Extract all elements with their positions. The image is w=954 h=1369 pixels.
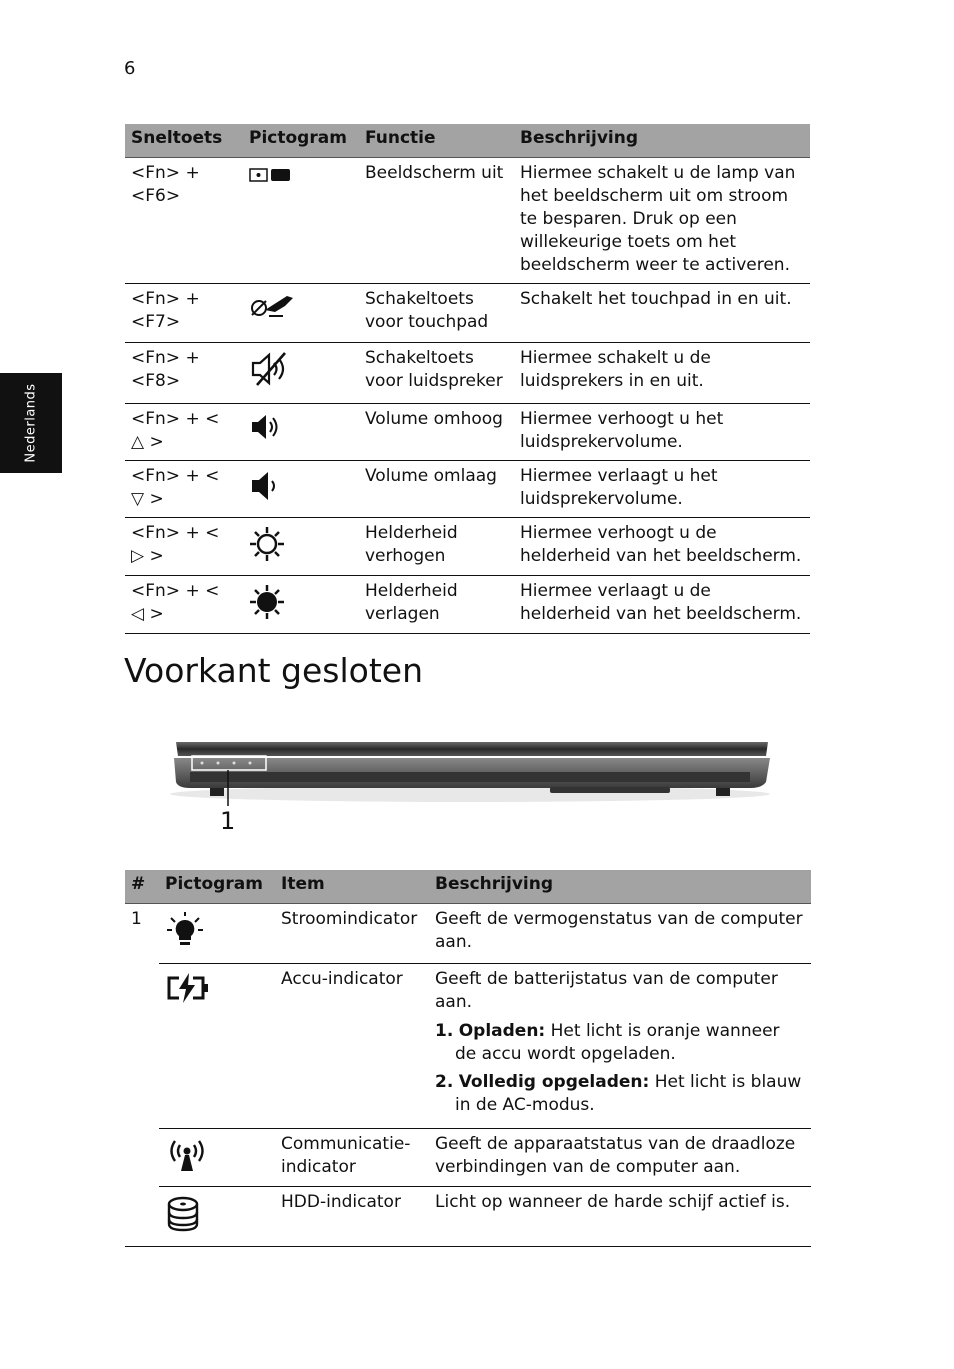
side-tab-label: Nederlands	[23, 383, 39, 463]
volume-down-icon	[249, 469, 281, 510]
item-cell: Communicatie-indicator	[275, 1129, 429, 1187]
description-text: Geeft de batterijstatus van de computer aan.	[435, 969, 778, 1012]
list-item-number: 2.	[435, 1072, 454, 1092]
status-list	[435, 1020, 805, 1117]
section-title: Voorkant gesloten	[124, 651, 424, 690]
hotkey-cell: <Fn> + < ◁ >	[125, 576, 243, 634]
indicators-table	[125, 870, 811, 1247]
description-cell: Hiermee verlaagt u het luidsprekervolume.	[514, 461, 810, 518]
icon-cell	[159, 964, 275, 1129]
hotkey-cell: <Fn> + < △ >	[125, 404, 243, 461]
description-cell: Geeft de apparaatstatus van de draadloze verbindingen van de computer aan.	[429, 1129, 811, 1187]
item-cell: Stroomindicator	[275, 904, 429, 964]
description-cell	[429, 964, 811, 1129]
list-item	[435, 1020, 805, 1066]
column-header: Sneltoets	[125, 124, 243, 158]
icon-cell	[243, 461, 359, 518]
table-row	[125, 518, 810, 576]
description-cell: Hiermee schakelt u de lamp van het beeldscherm uit om stroom te besparen. Druk op een willekeurige toets om het beeldscherm weer te activeren.	[514, 158, 810, 284]
description-cell: Licht op wanneer de harde schijf actief is.	[429, 1187, 811, 1247]
callout-label: 1	[220, 807, 236, 835]
language-side-tab	[0, 373, 62, 473]
table-row	[125, 158, 810, 284]
list-item-term: Volledig opgeladen:	[458, 1072, 650, 1092]
list-item	[435, 1071, 805, 1117]
list-item-text: Het licht is blauw in de AC-modus.	[455, 1072, 802, 1115]
icon-cell	[243, 404, 359, 461]
function-cell: Helderheid verlagen	[359, 576, 514, 634]
function-cell: Volume omhoog	[359, 404, 514, 461]
number-cell-empty	[125, 1129, 159, 1187]
table-row	[125, 904, 811, 964]
function-cell: Beeldscherm uit	[359, 158, 514, 284]
icon-cell	[159, 904, 275, 964]
number-cell-empty	[125, 964, 159, 1129]
table-header-row	[125, 124, 810, 158]
icon-cell	[243, 576, 359, 634]
icon-cell	[159, 1187, 275, 1247]
hotkey-cell: <Fn> + <F7>	[125, 284, 243, 343]
table-row	[125, 964, 811, 1129]
hotkey-cell: <Fn> + < ▽ >	[125, 461, 243, 518]
column-header: #	[125, 870, 159, 904]
brightness-up-icon	[249, 526, 285, 569]
table-row	[125, 343, 810, 404]
icon-cell	[243, 158, 359, 284]
function-cell: Volume omlaag	[359, 461, 514, 518]
column-header: Beschrijving	[429, 870, 811, 904]
wireless-indicator-icon	[165, 1137, 209, 1180]
volume-up-icon	[249, 412, 281, 449]
brightness-down-icon	[249, 584, 285, 627]
description-cell: Geeft de vermogenstatus van de computer aan.	[429, 904, 811, 964]
power-indicator-icon	[165, 912, 205, 955]
display-off-icon	[249, 166, 291, 189]
hotkey-cell: <Fn> + < ▷ >	[125, 518, 243, 576]
function-cell: Schakeltoets voor luidspreker	[359, 343, 514, 404]
laptop-front-image	[150, 730, 790, 817]
icon-cell	[243, 518, 359, 576]
icon-cell	[243, 343, 359, 404]
description-cell: Hiermee verlaagt u de helderheid van het beeldscherm.	[514, 576, 810, 634]
function-cell: Schakeltoets voor touchpad	[359, 284, 514, 343]
function-cell: Helderheid verhogen	[359, 518, 514, 576]
column-header: Pictogram	[159, 870, 275, 904]
number-cell: 1	[131, 909, 142, 929]
page-number: 6	[124, 58, 136, 79]
list-item-term: Opladen:	[458, 1021, 546, 1041]
item-cell: HDD-indicator	[275, 1187, 429, 1247]
table-row	[125, 1129, 811, 1187]
hotkey-cell: <Fn> + <F6>	[125, 158, 243, 284]
description-cell: Hiermee verhoogt u het luidsprekervolume.	[514, 404, 810, 461]
table-row	[125, 404, 810, 461]
table-row	[125, 576, 810, 634]
item-cell: Accu-indicator	[275, 964, 429, 1129]
column-header: Beschrijving	[514, 124, 810, 158]
battery-indicator-icon	[165, 972, 211, 1011]
description-cell: Schakelt het touchpad in en uit.	[514, 284, 810, 343]
column-header: Functie	[359, 124, 514, 158]
speaker-mute-icon	[249, 351, 291, 394]
touchpad-toggle-icon	[249, 292, 295, 325]
description-cell: Hiermee schakelt u de luidsprekers in en uit.	[514, 343, 810, 404]
column-header: Item	[275, 870, 429, 904]
table-header-row	[125, 870, 811, 904]
list-item-text: Het licht is oranje wanneer de accu wordt opgeladen.	[455, 1021, 780, 1064]
hotkeys-table	[125, 124, 810, 634]
description-cell: Hiermee verhoogt u de helderheid van het beeldscherm.	[514, 518, 810, 576]
icon-cell	[243, 284, 359, 343]
table-row	[125, 284, 810, 343]
icon-cell	[159, 1129, 275, 1187]
hdd-indicator-icon	[165, 1195, 201, 1240]
table-row	[125, 1187, 811, 1247]
column-header: Pictogram	[243, 124, 359, 158]
hotkey-cell: <Fn> + <F8>	[125, 343, 243, 404]
table-row	[125, 461, 810, 518]
number-cell-empty	[125, 1187, 159, 1247]
list-item-number: 1.	[435, 1021, 454, 1041]
